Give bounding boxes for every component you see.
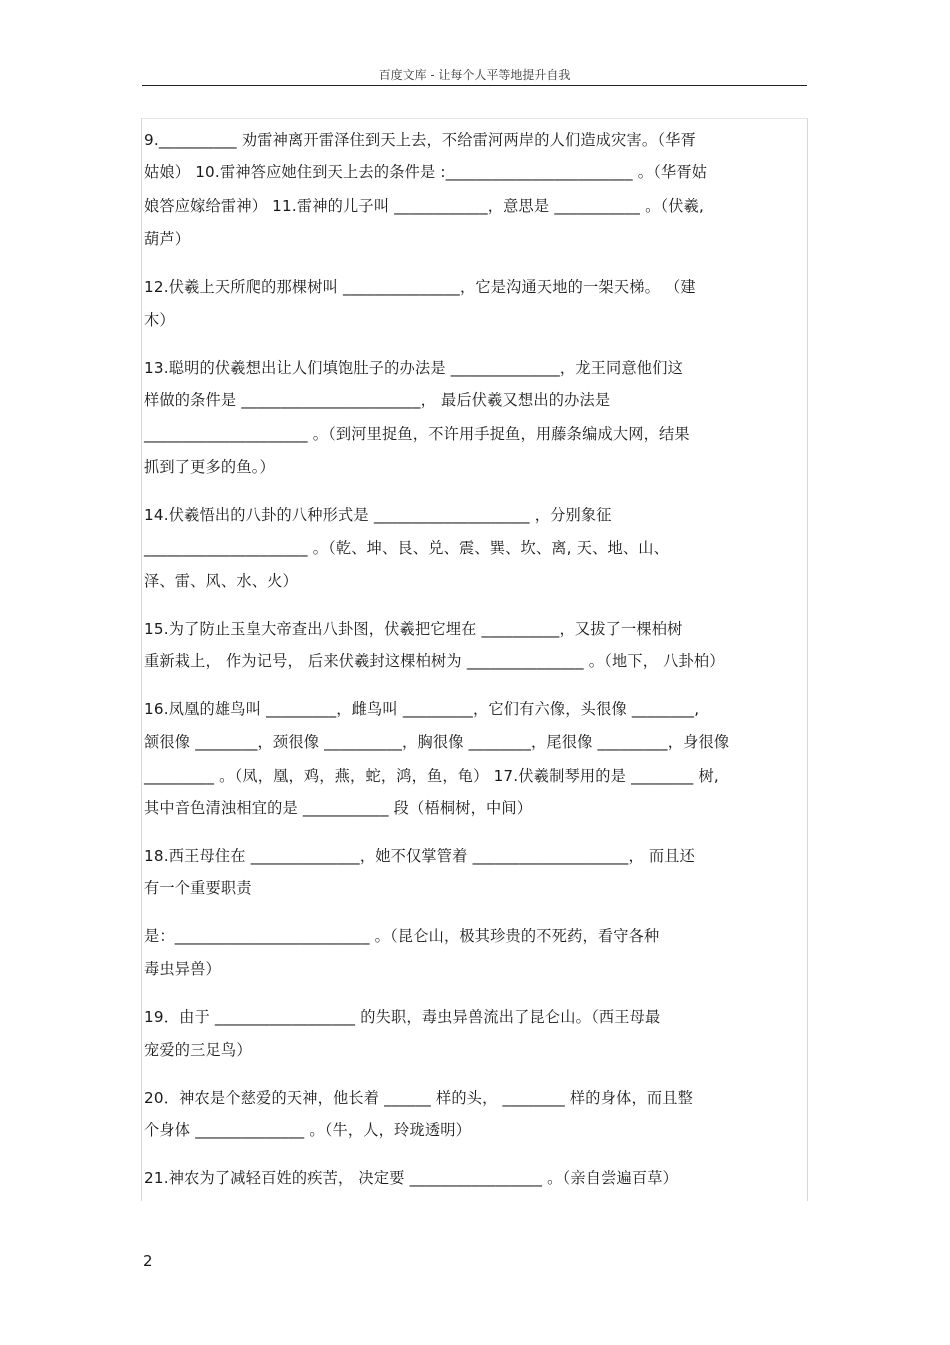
- text-line: 宠爱的三足鸟）: [144, 1041, 252, 1059]
- text-line: 泽、雷、风、水、火）: [144, 572, 298, 590]
- text-line: 娘答应嫁给雷神） 11.雷神的儿子叫 ____________，意思是 ___________ 。（伏羲,: [144, 197, 705, 215]
- page-header: 百度文库 - 让每个人平等地提升自我: [378, 68, 571, 82]
- text-line: 9.__________ 劝雷神离开雷泽住到天上去，不给雷河两岸的人们造成灾害。（华胥: [144, 131, 696, 149]
- text-line: 葫芦）: [144, 230, 191, 248]
- text-line: 18.西王母住在 ______________，她不仅掌管着 ____________________， 而且还: [144, 847, 696, 865]
- text-line: 木）: [144, 311, 175, 329]
- text-line: 16.凤凰的雄鸟叫 _________，雌鸟叫 _________，它们有六像，头很像 ________,: [144, 700, 700, 718]
- text-line: 19．由于 __________________ 的失职，毒虫异兽流出了昆仑山。（西王母最: [144, 1008, 661, 1026]
- text-line: 其中音色清浊相宜的是 ___________ 段（梧桐树，中间）: [144, 799, 533, 817]
- text-line: 是：_________________________ 。（昆仑山，极其珍贵的不死药，看守各种: [144, 927, 660, 945]
- header-divider: [142, 85, 807, 86]
- text-line: 颔很像 ________，颈很像 __________，胸很像 ________，尾很像 _________，身很像: [144, 733, 730, 751]
- text-line: 样做的条件是 _______________________， 最后伏羲又想出的办法是: [144, 391, 611, 409]
- text-line: 12.伏羲上天所爬的那棵树叫 _______________，它是沟通天地的一架天梯。 （建: [144, 278, 696, 296]
- text-line: 有一个重要职责: [144, 879, 252, 897]
- text-line: _____________________ 。（到河里捉鱼，不许用手捉鱼，用藤条编成大网，结果: [144, 425, 690, 443]
- text-line: _____________________ 。（乾、坤、艮、兑、震、巽、坎、离, 天、地、山、: [144, 539, 670, 557]
- text-line: 毒虫异兽）: [144, 960, 221, 978]
- text-line: 重新栽上， 作为记号， 后来伏羲封这棵柏树为 _______________ 。（地下， 八卦柏）: [144, 652, 725, 670]
- text-line: 15.为了防止玉皇大帝查出八卦图，伏羲把它埋在 __________，又拔了一棵柏树: [144, 620, 683, 638]
- text-line: 21.神农为了减轻百姓的疾苦， 决定要 _________________ 。（亲自尝遍百草）: [144, 1169, 679, 1187]
- text-line: 姑娘） 10.雷神答应她住到天上去的条件是 :________________________ 。（华胥姑: [144, 163, 708, 181]
- text-line: 14.伏羲悟出的八卦的八种形式是 ____________________ ，分别象征: [144, 506, 612, 524]
- text-line: 抓到了更多的鱼。）: [144, 458, 275, 476]
- text-line: 13.聪明的伏羲想出让人们填饱肚子的办法是 ______________，龙王同意他们这: [144, 359, 683, 377]
- page-number: 2: [143, 1252, 153, 1270]
- text-line: 20．神农是个慈爱的天神，他长着 ______ 样的头， ________ 样的身体，而且整: [144, 1089, 694, 1107]
- text-line: _________ 。（凤，凰，鸡，燕，蛇，鸿，鱼，龟） 17.伏羲制琴用的是 ________ 树,: [144, 767, 719, 785]
- text-line: 个身体 ______________ 。（牛，人，玲珑透明）: [144, 1121, 471, 1139]
